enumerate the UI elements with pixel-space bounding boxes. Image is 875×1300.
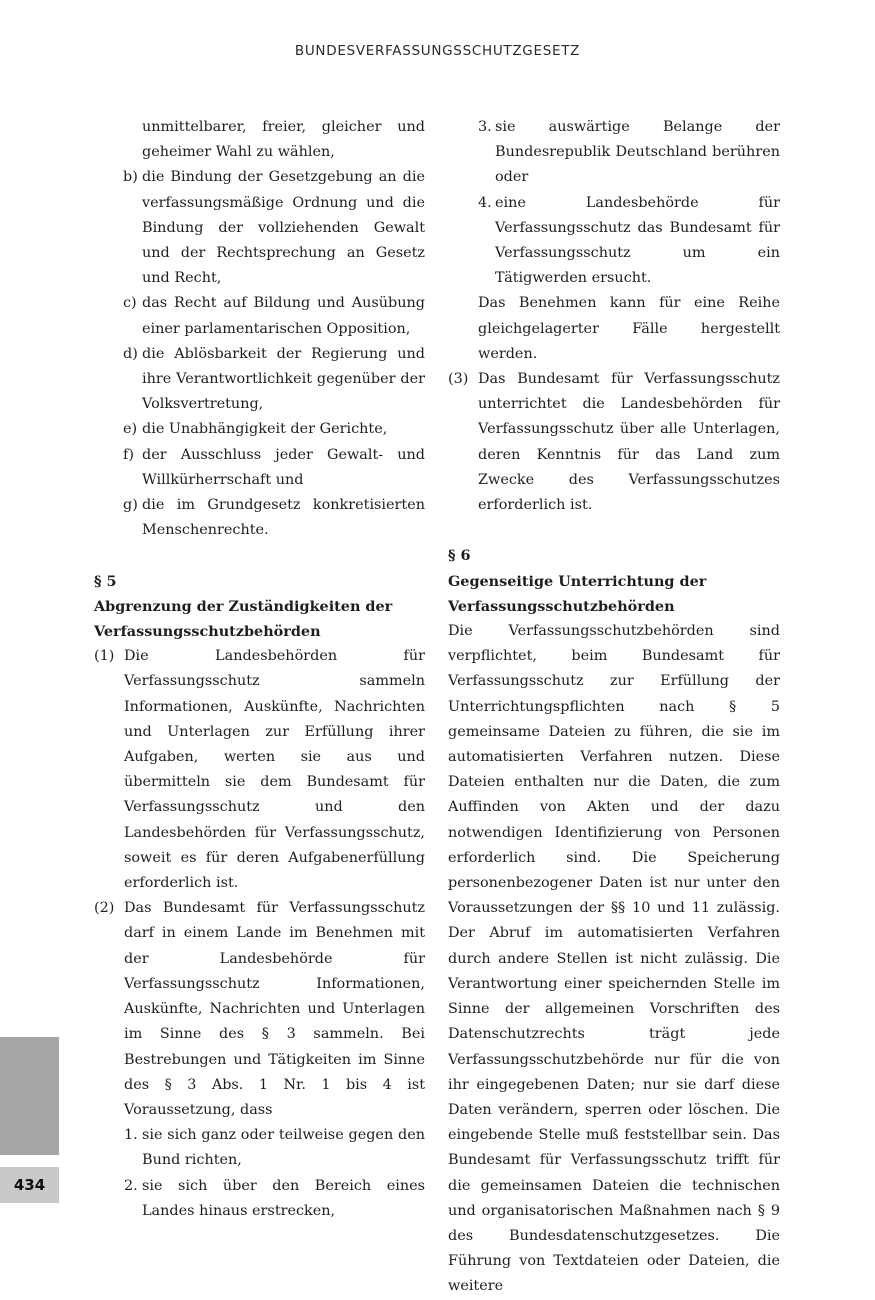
numbered-marker: 4. (478, 194, 492, 211)
paragraph (94, 644, 425, 896)
section-title: Abgrenzung der Zuständigkeiten der Verfassungsschutzbehörden (94, 597, 393, 641)
list-item (94, 165, 425, 291)
right-column (448, 115, 780, 1300)
paragraph (448, 367, 780, 518)
numbered-marker: 1. (124, 1127, 138, 1144)
paragraph-text: Das Bundesamt für Verfassungsschutz darf in einem Lande im Benehmen mit der Landesbehörde für Verfassungsschutz Informationen, Auskünfte, Nachrichten und Unterlagen im Sinne des § 3 sammeln. Bei Bestrebungen und Tätigkeiten im Sinne des § 3 Abs. 1 Nr. 1 bis 4 ist Voraussetzung, dass (124, 900, 425, 1118)
numbered-text: sie sich ganz oder teilweise gegen den Bund richten, (142, 1127, 425, 1169)
section-number: § 5 (94, 572, 117, 590)
left-column (94, 115, 425, 1224)
list-marker: e) (123, 421, 138, 438)
list-item (94, 493, 425, 543)
list-item-a-continuation: unmittelbarer, freier, gleicher und geheimer Wahl zu wählen, (142, 119, 425, 161)
page-number: 434 (0, 1167, 59, 1203)
paragraph-marker: (3) (448, 371, 469, 388)
numbered-text: sie sich über den Bereich eines Landes hinaus erstrecken, (142, 1177, 425, 1219)
running-header: BUNDESVERFASSUNGSSCHUTZGESETZ (294, 43, 581, 59)
list-item (94, 417, 425, 442)
list-item-text: die im Grundgesetz konkretisierten Menschenrechte. (142, 497, 425, 539)
list-item-text: das Recht auf Bildung und Ausübung einer parlamentarischen Opposition, (142, 295, 425, 337)
list-marker: g) (123, 497, 138, 514)
paragraph-text: Die Landesbehörden für Verfassungsschutz sammeln Informationen, Auskünfte, Nachrichten und Unterlagen zur Erfüllung ihrer Aufgaben, werten sie aus und übermitteln sie dem Bundesamt für Verfassungsschutz und den Landesbehörden für Verfassungsschutz, soweit es für deren Aufgabenerfüllung erforderlich ist. (124, 648, 425, 892)
numbered-text: eine Landesbehörde für Verfassungsschutz das Bundesamt für Verfassungsschutz um ein Tätigwerden ersucht. (495, 194, 780, 287)
paragraph-text: Das Bundesamt für Verfassungsschutz unterrichtet die Landesbehörden für Verfassungsschutz über alle Unterlagen, deren Kenntnis für das Land zum Zwecke des Verfassungsschutzes erforderlich ist. (478, 371, 780, 514)
list-item-text: die Ablösbarkeit der Regierung und ihre Verantwortlichkeit gegenüber der Volksvertretung, (142, 345, 425, 413)
list-item (94, 443, 425, 493)
list-item-text: die Bindung der Gesetzgebung an die verfassungsmäßige Ordnung und die Bindung der vollziehenden Gewalt und der Rechtsprechung an Gesetz und Recht, (142, 169, 425, 287)
paragraph-marker: (2) (94, 900, 115, 917)
paragraph-marker: (1) (94, 648, 115, 665)
benehmen-sentence: Das Benehmen kann für eine Reihe gleichgelagerter Fälle hergestellt werden. (478, 295, 780, 362)
list-item (94, 342, 425, 418)
numbered-item (94, 1123, 425, 1173)
numbered-item (448, 115, 780, 191)
numbered-item (448, 191, 780, 292)
paragraph (94, 896, 425, 1123)
list-item (94, 291, 425, 341)
section-number: § 6 (448, 547, 471, 565)
section-title: Gegenseitige Unterrichtung der Verfassungsschutzbehörden (448, 572, 707, 615)
numbered-text: sie auswärtige Belange der Bundesrepublik Deutschland berühren oder (495, 119, 780, 186)
list-marker: b) (123, 169, 138, 186)
section-body: Die Verfassungsschutzbehörden sind verpflichtet, beim Bundesamt für Verfassungsschutz zur Erfüllung der Unterrichtungspflichten nach § 5 gemeinsame Dateien zu führen, die sie im automatisierten Verfahren nutzen. Diese Dateien enthalten nur die Daten, die zum Auffinden von Akten und der dazu notwendigen Identifizierung von Personen erforderlich sind. Die Speicherung personenbezogener Daten ist nur unter den Voraussetzungen der §§ 10 und 11 zulässig. Der Abruf im automatisierten Verfahren durch andere Stellen ist nicht zulässig. Die Verantwortung einer speichernden Stelle im Sinne der allgemeinen Vorschriften des Datenschutzrechts trägt jede Verfassungsschutzbehörde nur für die von ihr eingegebenen Daten; nur sie darf diese Daten verändern, sperren oder löschen. Die eingebende Stelle muß feststellbar sein. Das Bundesamt für Verfassungsschutz trifft für die gemeinsamen Dateien die technischen und organisatorischen Maßnahmen nach § 9 des Bundesdatenschutzgesetzes. Die Führung von Textdateien oder Dateien, die weitere (448, 623, 780, 1295)
thumb-tab (0, 1037, 59, 1155)
numbered-item (94, 1174, 425, 1224)
list-marker: d) (123, 345, 138, 362)
list-item-text: der Ausschluss jeder Gewalt- und Willkürherrschaft und (142, 446, 425, 488)
list-marker: c) (123, 295, 137, 312)
list-item-text: die Unabhängigkeit der Gerichte, (142, 421, 388, 438)
numbered-marker: 2. (124, 1177, 138, 1194)
list-marker: f) (123, 446, 134, 463)
numbered-marker: 3. (478, 119, 492, 135)
